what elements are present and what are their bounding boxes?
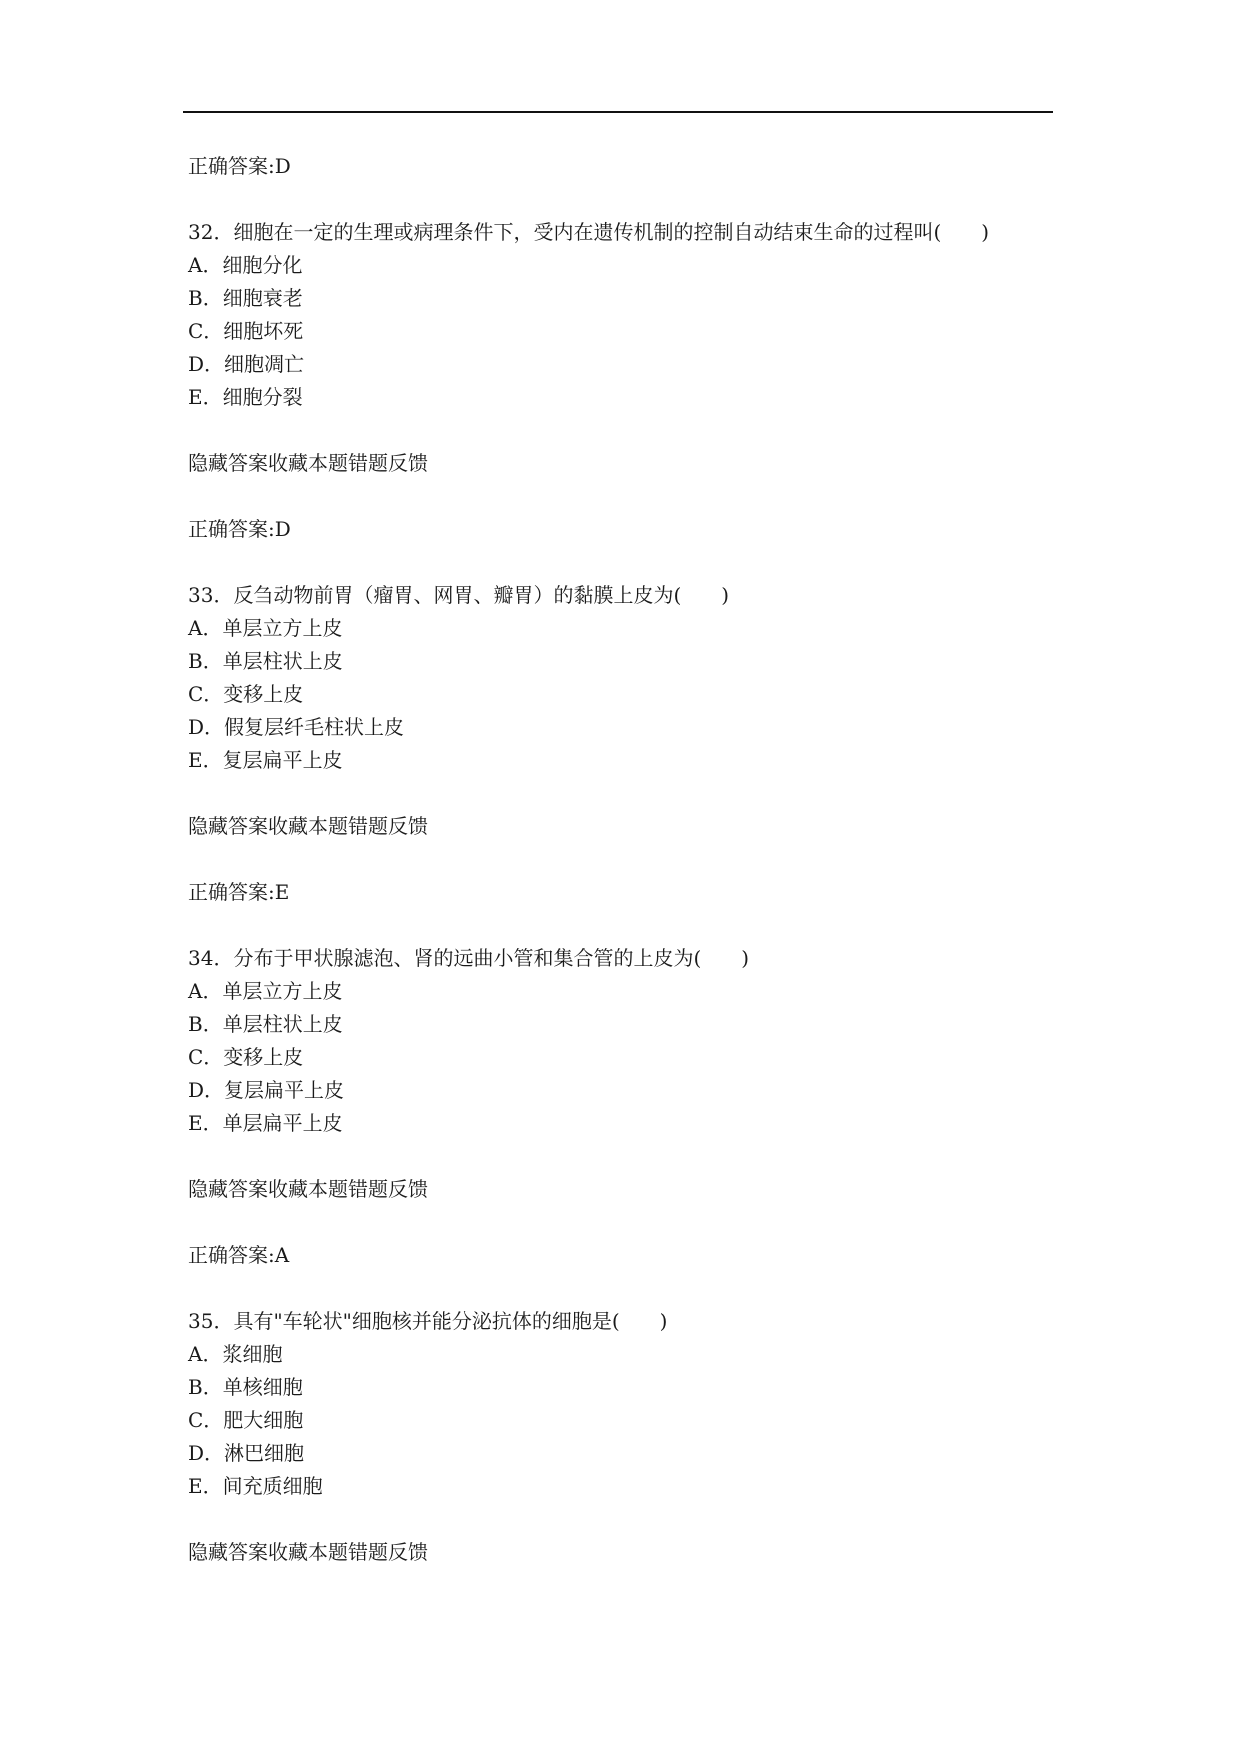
question-list bbox=[188, 150, 1068, 1569]
option-b[interactable]: B．细胞衰老 bbox=[188, 286, 303, 310]
option-a[interactable]: A．细胞分化 bbox=[188, 253, 303, 277]
question-text: 33．反刍动物前胃（瘤胃、网胃、瓣胃）的黏膜上皮为( ) bbox=[188, 583, 730, 607]
report-error-link[interactable]: 错题反馈 bbox=[348, 1177, 428, 1201]
favorite-link[interactable]: 收藏本题 bbox=[268, 1177, 348, 1201]
question-actions bbox=[188, 447, 1068, 480]
report-error-link[interactable]: 错题反馈 bbox=[348, 814, 428, 838]
option-c[interactable]: C．肥大细胞 bbox=[188, 1408, 304, 1432]
correct-answer: 正确答案:E bbox=[188, 880, 290, 904]
option-c[interactable]: C．变移上皮 bbox=[188, 1045, 304, 1069]
question-actions bbox=[188, 1173, 1068, 1206]
option-c[interactable]: C．变移上皮 bbox=[188, 682, 304, 706]
option-d[interactable]: D．细胞凋亡 bbox=[188, 352, 305, 376]
report-error-link[interactable]: 错题反馈 bbox=[348, 1540, 428, 1564]
hide-answer-link[interactable]: 隐藏答案 bbox=[188, 814, 268, 838]
question-text: 32．细胞在一定的生理或病理条件下，受内在遗传机制的控制自动结束生命的过程叫( ) bbox=[188, 220, 990, 244]
report-error-link[interactable]: 错题反馈 bbox=[348, 451, 428, 475]
option-a[interactable]: A．单层立方上皮 bbox=[188, 616, 343, 640]
question-actions bbox=[188, 810, 1068, 843]
option-b[interactable]: B．单层柱状上皮 bbox=[188, 1012, 343, 1036]
favorite-link[interactable]: 收藏本题 bbox=[268, 814, 348, 838]
option-a[interactable]: A．单层立方上皮 bbox=[188, 979, 343, 1003]
option-e[interactable]: E．间充质细胞 bbox=[188, 1474, 323, 1498]
hide-answer-link[interactable]: 隐藏答案 bbox=[188, 1177, 268, 1201]
option-e[interactable]: E．细胞分裂 bbox=[188, 385, 303, 409]
question-text: 34．分布于甲状腺滤泡、肾的远曲小管和集合管的上皮为( ) bbox=[188, 946, 750, 970]
hide-answer-link[interactable]: 隐藏答案 bbox=[188, 451, 268, 475]
option-d[interactable]: D．假复层纤毛柱状上皮 bbox=[188, 715, 405, 739]
question-text: 35．具有"车轮状"细胞核并能分泌抗体的细胞是( ) bbox=[188, 1309, 668, 1333]
option-e[interactable]: E．单层扁平上皮 bbox=[188, 1111, 343, 1135]
option-c[interactable]: C．细胞坏死 bbox=[188, 319, 304, 343]
correct-answer: 正确答案:D bbox=[188, 517, 291, 541]
correct-answer: 正确答案:D bbox=[188, 154, 291, 178]
option-e[interactable]: E．复层扁平上皮 bbox=[188, 748, 343, 772]
option-d[interactable]: D．复层扁平上皮 bbox=[188, 1078, 345, 1102]
option-b[interactable]: B．单层柱状上皮 bbox=[188, 649, 343, 673]
header-rule bbox=[183, 111, 1053, 113]
question-actions bbox=[188, 1536, 1068, 1569]
option-d[interactable]: D．淋巴细胞 bbox=[188, 1441, 305, 1465]
option-a[interactable]: A．浆细胞 bbox=[188, 1342, 283, 1366]
correct-answer: 正确答案:A bbox=[188, 1243, 290, 1267]
favorite-link[interactable]: 收藏本题 bbox=[268, 1540, 348, 1564]
favorite-link[interactable]: 收藏本题 bbox=[268, 451, 348, 475]
option-b[interactable]: B．单核细胞 bbox=[188, 1375, 303, 1399]
hide-answer-link[interactable]: 隐藏答案 bbox=[188, 1540, 268, 1564]
